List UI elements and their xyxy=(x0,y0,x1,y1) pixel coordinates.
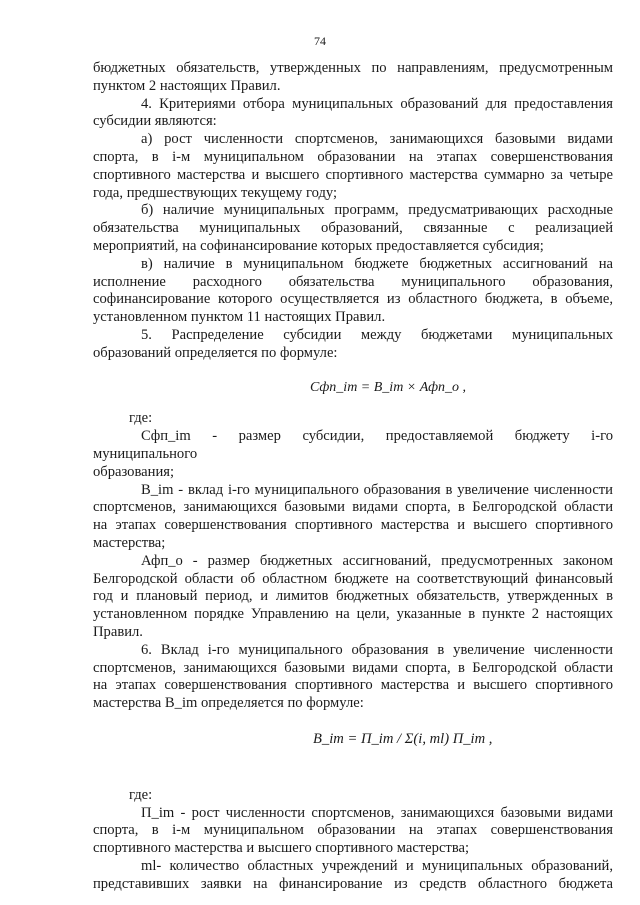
text-line: б) наличие муниципальных программ, предусматривающих расходные xyxy=(141,202,613,219)
text-line: спорта, в i-м муниципальном образовании на этапах совершенствования xyxy=(93,822,613,839)
text-line: образований определяется по формуле: xyxy=(93,344,338,361)
text-line: на этапах совершенствования спортивного мастерства и высшего спортивного xyxy=(93,677,613,694)
text-line: спортивного мастерства и высшего спортивного мастерства суммарно за четыре xyxy=(93,166,613,183)
text-line: софинансирование которого осуществляется из областного бюджета, в объеме, xyxy=(93,291,613,308)
text-line: спорта, в i-м муниципальном образовании на этапах совершенствования xyxy=(93,148,613,165)
text-line: Правил. xyxy=(93,623,143,640)
text-line: Белгородской области об областном бюджете на соответствующий финансовый xyxy=(93,570,613,587)
text-line: субсидии являются: xyxy=(93,113,217,130)
text-line: Сфп_im - размер субсидии, предоставляемой бюджету i-го муниципального xyxy=(93,428,613,462)
text-line: 5. Распределение субсидии между бюджетами муниципальных xyxy=(141,326,613,343)
formula-contribution xyxy=(93,715,613,777)
text-line: мастерства; xyxy=(93,534,166,551)
text-line: года, предшествующих текущему году; xyxy=(93,184,338,201)
text-line: исполнение расходного обязательства муниципального образования, xyxy=(93,273,613,290)
text-line: образования; xyxy=(93,463,175,480)
text-line: в) наличие в муниципальном бюджете бюджетных ассигнований на xyxy=(141,255,613,272)
text-line: пунктом 2 настоящих Правил. xyxy=(93,77,281,94)
text-line: 4. Критериями отбора муниципальных образований для предоставления xyxy=(141,95,613,112)
text-line: П_im - рост численности спортсменов, занимающихся базовыми видами xyxy=(141,804,613,821)
text-line: бюджетных обязательств, утвержденных по направлениям, предусмотренным xyxy=(93,60,613,76)
text-line: мероприятий, на софинансирование которых предоставляется субсидия; xyxy=(93,237,544,254)
where-label: где: xyxy=(129,410,153,427)
text-line: год и плановый период, и лимитов бюджетных обязательств, утвержденных в xyxy=(93,588,613,605)
text-line: 6. Вклад i-го муниципального образования в увеличение численности xyxy=(141,641,613,658)
text-line: мастерства B_im определяется по формуле: xyxy=(93,695,364,712)
text-line: Афп_o - размер бюджетных ассигнований, предусмотренных законом xyxy=(141,552,613,569)
page-number: 74 xyxy=(314,34,326,48)
formula-contribution-text: B_im = П_im / Σ(i, ml) П_im , xyxy=(313,730,493,747)
text-line: установленном порядке Управлению на цели, указанные в пункте 2 настоящих xyxy=(93,606,613,623)
text-line: представивших заявки на финансирование из средств областного бюджета xyxy=(93,875,613,892)
where-label: где: xyxy=(129,786,153,803)
text-line: а) рост численности спортсменов, занимающихся базовыми видами xyxy=(141,131,613,148)
document-body xyxy=(93,60,613,894)
text-line: ml- количество областных учреждений и муниципальных образований, xyxy=(141,858,613,875)
text-line: обязательства муниципальных образований, связанные с реализацией xyxy=(93,220,613,237)
text-line: спортсменов, занимающихся базовыми видами спорта, в Белгородской области xyxy=(93,499,613,516)
text-line: установленном пунктом 11 настоящих Правил. xyxy=(93,309,386,326)
text-line: спортсменов, занимающихся базовыми видами спорта, в Белгородской области xyxy=(93,659,613,676)
formula-subsidy: Сфп_im = B_im × Афп_o , xyxy=(309,379,467,395)
text-line: на этапах совершенствования спортивного мастерства и высшего спортивного xyxy=(93,517,613,534)
text-line: B_im - вклад i-го муниципального образования в увеличение численности xyxy=(141,481,613,498)
text-line: спортивного мастерства и высшего спортивного мастерства; xyxy=(93,840,470,857)
